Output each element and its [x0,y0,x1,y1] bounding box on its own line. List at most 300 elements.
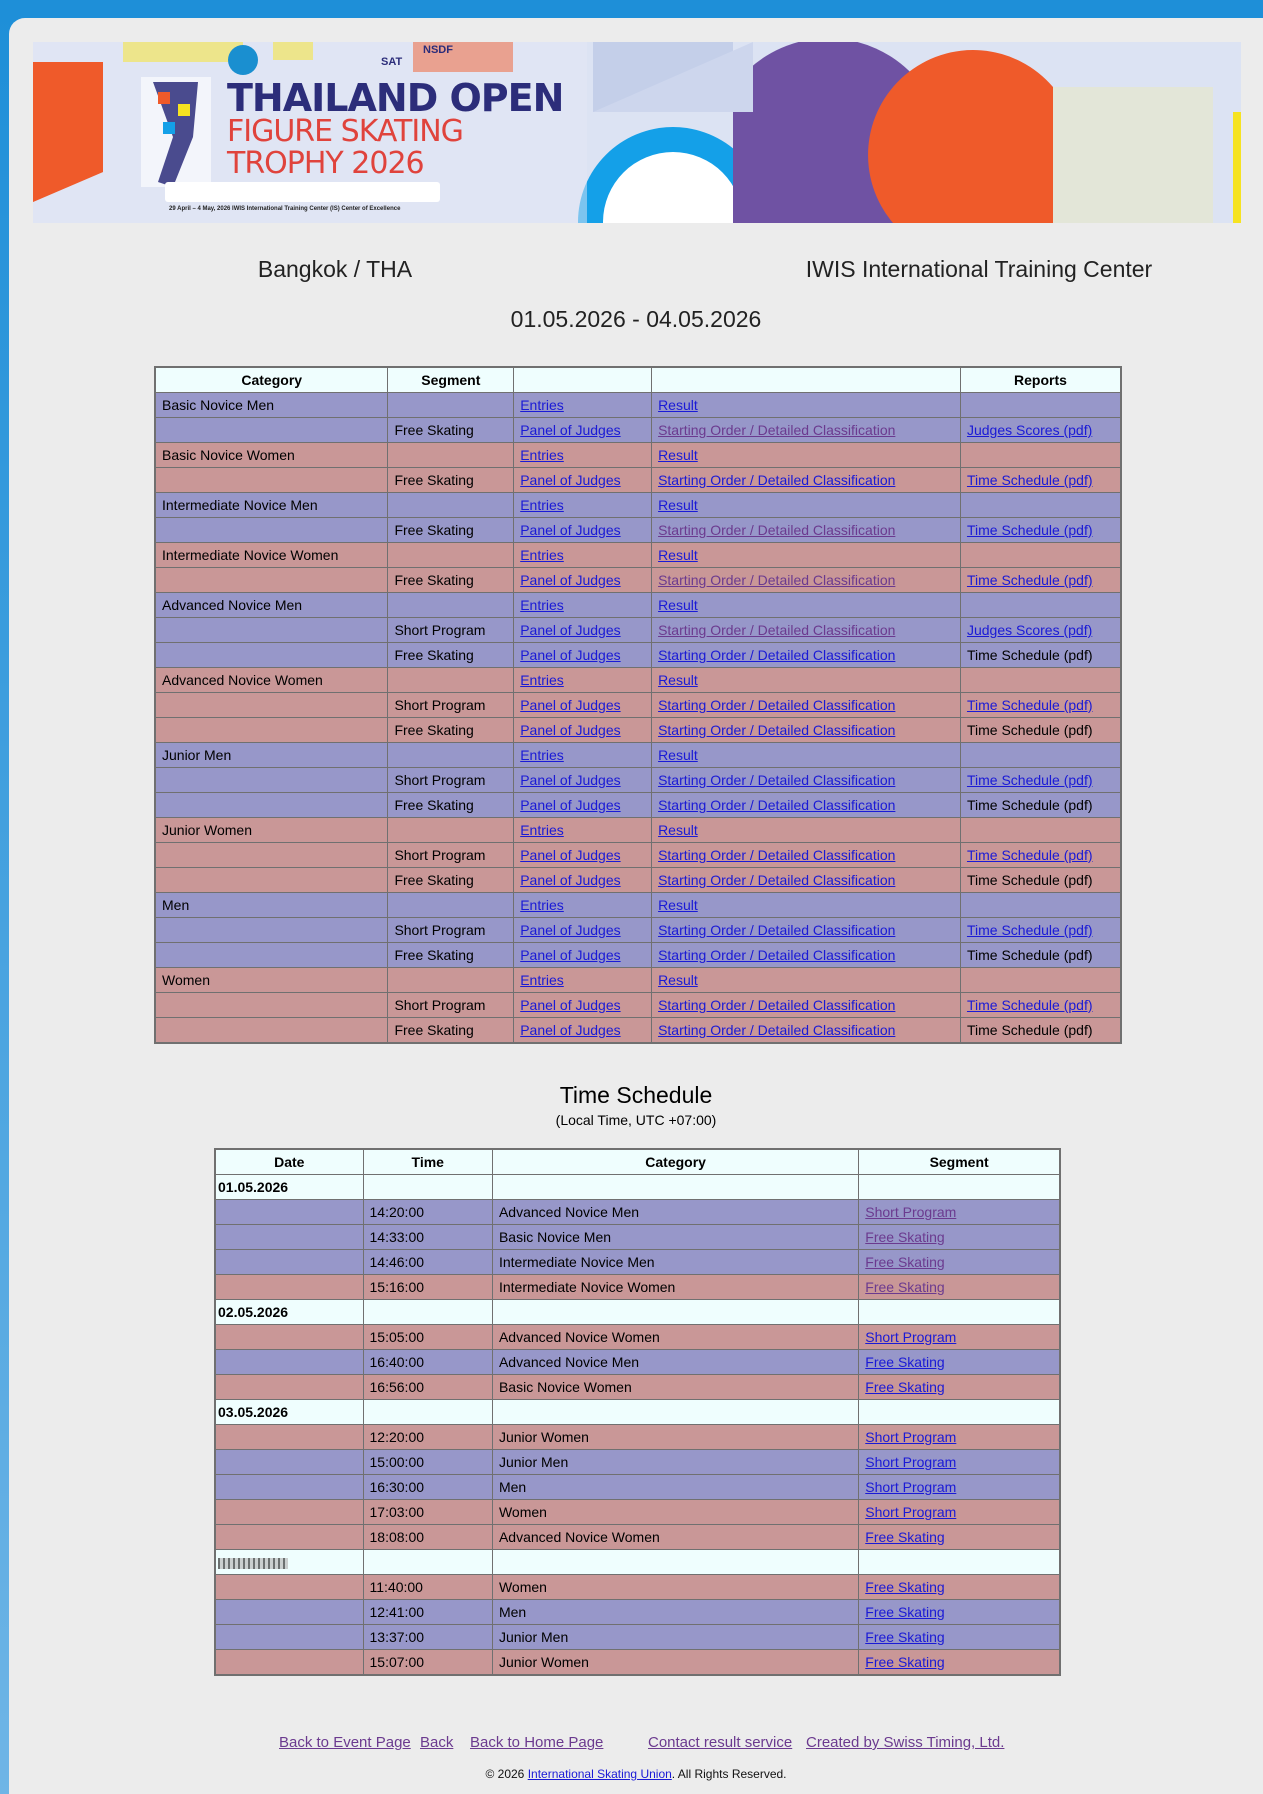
time: 18:08:00 [369,1529,425,1545]
report-cell [960,493,1121,518]
time-schedule-pdf: Time Schedule (pdf) [966,797,1093,813]
result-cell [652,743,961,768]
event-row [155,1018,1121,1044]
category-cell [492,1375,858,1400]
header-category: Category [492,1149,858,1175]
result-link[interactable]: Result [658,897,698,913]
segment-link[interactable]: Short Program [865,1204,957,1220]
time: 15:16:00 [369,1279,425,1295]
category-cell [155,643,388,668]
category-cell [492,1475,858,1500]
time-schedule-pdf-link[interactable]: Time Schedule (pdf) [966,522,1093,538]
starting-order-link[interactable]: Starting Order / Detailed Classification [658,847,896,863]
entries-link[interactable]: Entries [520,897,564,913]
schedule-row [215,1375,1060,1400]
entries-cell [514,668,652,693]
starting-order-link[interactable]: Starting Order / Detailed Classification [658,622,896,638]
entries-link[interactable]: Entries [520,497,564,513]
header-blank-2 [652,367,961,393]
result-cell [652,393,961,418]
category: Men [498,1604,527,1620]
starting-order-cell [652,1018,961,1044]
panel-of-judges-link[interactable]: Panel of Judges [520,997,621,1013]
starting-order-cell [652,693,961,718]
starting-order-link[interactable]: Starting Order / Detailed Classification [658,647,896,663]
empty-cell [215,1225,363,1250]
result-cell [652,893,961,918]
starting-order-link[interactable]: Starting Order / Detailed Classification [658,572,896,588]
panel-of-judges-link[interactable]: Panel of Judges [520,697,621,713]
segment-cell [859,1425,1060,1450]
segment: Short Program [394,997,486,1013]
segment-link[interactable]: Short Program [865,1329,957,1345]
time-schedule-pdf-cell [960,918,1121,943]
time: 11:40:00 [369,1579,423,1595]
time-schedule-pdf-link[interactable]: Time Schedule (pdf) [966,697,1093,713]
time-schedule-pdf: Time Schedule (pdf) [966,947,1093,963]
category-cell [155,693,388,718]
empty-cell [363,1300,492,1325]
panel-of-judges-link[interactable]: Panel of Judges [520,647,621,663]
segment-cell [859,1275,1060,1300]
segment: Short Program [394,922,486,938]
starting-order-cell [652,868,961,893]
category-cell [155,793,388,818]
result-link[interactable]: Result [658,597,698,613]
event-row [155,643,1121,668]
starting-order-cell [652,643,961,668]
starting-order-link[interactable]: Starting Order / Detailed Classification [658,697,896,713]
starting-order-link[interactable]: Starting Order / Detailed Classification [658,422,896,438]
result-cell [652,493,961,518]
category-cell [155,818,388,843]
empty-cell [215,1475,363,1500]
time-schedule-pdf-cell [960,718,1121,743]
entries-link[interactable]: Entries [520,447,564,463]
event-row [155,493,1121,518]
starting-order-link[interactable]: Starting Order / Detailed Classification [658,997,896,1013]
category-cell [155,618,388,643]
time-schedule-pdf: Time Schedule (pdf) [966,1022,1093,1038]
time-schedule-pdf-cell [960,1018,1121,1044]
category-cell [155,543,388,568]
event-row [155,718,1121,743]
panel-of-judges-link[interactable]: Panel of Judges [520,797,621,813]
schedule-date-row [215,1175,1060,1200]
report-cell [960,818,1121,843]
time-schedule-pdf-cell [960,993,1121,1018]
segment-link[interactable]: Short Program [865,1429,957,1445]
empty-cell [215,1650,363,1676]
category: Advanced Novice Men [498,1354,640,1370]
panel-of-judges-cell [514,993,652,1018]
starting-order-cell [652,568,961,593]
result-link[interactable]: Result [658,972,698,988]
segment-cell [388,968,514,993]
segment-cell [388,468,514,493]
back-to-home-link[interactable]: Back to Home Page [470,1734,604,1751]
event-row [155,818,1121,843]
empty-cell [215,1250,363,1275]
event-row [155,893,1121,918]
category-cell [492,1575,858,1600]
time-schedule-pdf-cell [960,868,1121,893]
result-cell [652,968,961,993]
category: Intermediate Novice Men [498,1254,655,1270]
segment-link[interactable]: Free Skating [865,1579,945,1595]
starting-order-link[interactable]: Starting Order / Detailed Classification [658,922,896,938]
header-reports: Reports [960,367,1121,393]
segment-link[interactable]: Short Program [865,1454,957,1470]
event-row [155,543,1121,568]
contact-result-service-link[interactable]: Contact result service [648,1734,793,1751]
panel-of-judges-link[interactable]: Panel of Judges [520,572,621,588]
starting-order-link[interactable]: Starting Order / Detailed Classification [658,472,896,488]
time: 15:00:00 [369,1454,425,1470]
segment-link[interactable]: Free Skating [865,1379,945,1395]
panel-of-judges-cell [514,843,652,868]
segment-link[interactable]: Free Skating [865,1229,945,1245]
time-cell [363,1650,492,1676]
empty-cell [492,1175,858,1200]
category-cell [155,493,388,518]
event-row [155,943,1121,968]
schedule-row [215,1525,1060,1550]
result-link[interactable]: Result [658,822,698,838]
segment-cell [859,1525,1060,1550]
segment-cell [388,418,514,443]
category-cell [155,993,388,1018]
category: Men [162,897,190,913]
segment-link[interactable]: Short Program [865,1479,957,1495]
time-schedule-pdf-cell [960,693,1121,718]
empty-cell [215,1575,363,1600]
empty-cell [363,1175,492,1200]
category-cell [492,1500,858,1525]
time-schedule-pdf-cell [960,643,1121,668]
starting-order-cell [652,843,961,868]
entries-link[interactable]: Entries [520,672,564,688]
time-cell [363,1525,492,1550]
time-cell [363,1500,492,1525]
time-schedule-pdf-link[interactable]: Time Schedule (pdf) [966,772,1093,788]
category-cell [492,1600,858,1625]
category: Women [162,972,210,988]
schedule-date-cell [215,1300,363,1325]
category-cell [492,1250,858,1275]
entries-link[interactable]: Entries [520,747,564,763]
starting-order-cell [652,793,961,818]
schedule-row [215,1225,1060,1250]
starting-order-link[interactable]: Starting Order / Detailed Classification [658,522,896,538]
segment-cell [388,718,514,743]
panel-of-judges-link[interactable]: Panel of Judges [520,922,621,938]
category: Intermediate Novice Women [498,1279,676,1295]
starting-order-cell [652,943,961,968]
banner-dates: 29 April – 4 May, 2026 IWIS International Training Center (IS) Center of Excellence [169,206,401,212]
category: Junior Women [162,822,253,838]
entries-link[interactable]: Entries [520,597,564,613]
entries-cell [514,493,652,518]
time: 14:33:00 [369,1229,425,1245]
segment: Free Skating [394,797,474,813]
result-cell [652,443,961,468]
time-cell [363,1350,492,1375]
segment-cell [859,1500,1060,1525]
panel-of-judges-link[interactable]: Panel of Judges [520,472,621,488]
time: 15:05:00 [369,1329,425,1345]
judges-scores-link[interactable]: Judges Scores (pdf) [966,622,1093,638]
panel-of-judges-cell [514,768,652,793]
schedule-header-row [215,1149,1060,1175]
segment-cell [388,643,514,668]
empty-cell [215,1600,363,1625]
segment-cell [859,1600,1060,1625]
result-cell [652,543,961,568]
panel-of-judges-link[interactable]: Panel of Judges [520,522,621,538]
empty-cell [363,1550,492,1575]
schedule-row [215,1275,1060,1300]
result-link[interactable]: Result [658,747,698,763]
category-cell [492,1625,858,1650]
segment-cell [388,518,514,543]
starting-order-link[interactable]: Starting Order / Detailed Classification [658,797,896,813]
empty-cell [215,1450,363,1475]
time: 12:41:00 [369,1604,425,1620]
empty-cell [215,1375,363,1400]
schedule-row [215,1650,1060,1676]
segment-link[interactable]: Free Skating [865,1604,945,1620]
time-schedule-pdf-link[interactable]: Time Schedule (pdf) [966,997,1093,1013]
time-schedule-pdf-cell [960,793,1121,818]
sponsor-logos [165,182,440,202]
category-cell [155,743,388,768]
entries-link[interactable]: Entries [520,972,564,988]
banner-title-line2: FIGURE SKATING [227,114,463,149]
segment: Short Program [394,772,486,788]
schedule-row [215,1575,1060,1600]
category-cell [155,568,388,593]
time: 16:56:00 [369,1379,425,1395]
event-row [155,993,1121,1018]
time-schedule-pdf-link[interactable]: Time Schedule (pdf) [966,472,1093,488]
starting-order-cell [652,768,961,793]
category-cell [155,918,388,943]
panel-of-judges-link[interactable]: Panel of Judges [520,947,621,963]
copyright-suffix: . All Rights Reserved. [671,1767,787,1781]
segment: Short Program [394,697,486,713]
time-schedule-pdf-cell [960,768,1121,793]
panel-of-judges-link[interactable]: Panel of Judges [520,722,621,738]
result-link[interactable]: Result [658,672,698,688]
panel-of-judges-cell [514,918,652,943]
result-link[interactable]: Result [658,497,698,513]
panel-of-judges-cell [514,418,652,443]
time: 16:30:00 [369,1479,425,1495]
category-cell [155,668,388,693]
result-link[interactable]: Result [658,397,698,413]
category-cell [492,1650,858,1676]
category-cell [492,1325,858,1350]
report-cell [960,968,1121,993]
time-schedule-pdf-link[interactable]: Time Schedule (pdf) [966,922,1093,938]
result-cell [652,668,961,693]
panel-of-judges-cell [514,868,652,893]
segment: Free Skating [394,722,474,738]
top-bar [0,0,1263,10]
schedule-date-row [215,1550,1060,1575]
schedule-row [215,1200,1060,1225]
segment-link[interactable]: Free Skating [865,1654,945,1670]
category-cell [155,468,388,493]
segment-cell [388,843,514,868]
segment-cell [859,1575,1060,1600]
time-schedule-pdf-link[interactable]: Time Schedule (pdf) [966,847,1093,863]
sat-logo: SAT [381,56,403,68]
isu-link[interactable]: International Skating Union [527,1767,672,1781]
panel-of-judges-link[interactable]: Panel of Judges [520,1022,621,1038]
entries-cell [514,893,652,918]
starting-order-link[interactable]: Starting Order / Detailed Classification [658,947,896,963]
segment-cell [388,1018,514,1044]
header-time: Time [363,1149,492,1175]
category: Advanced Novice Men [498,1204,640,1220]
time-schedule-pdf: Time Schedule (pdf) [966,722,1093,738]
result-link[interactable]: Result [658,547,698,563]
segment-link[interactable]: Free Skating [865,1279,945,1295]
report-cell [960,443,1121,468]
empty-cell [363,1400,492,1425]
empty-cell [859,1400,1060,1425]
category-cell [155,968,388,993]
event-row [155,968,1121,993]
panel-of-judges-link[interactable]: Panel of Judges [520,622,621,638]
back-link[interactable]: Back [420,1734,454,1751]
starting-order-link[interactable]: Starting Order / Detailed Classification [658,1022,896,1038]
empty-cell [215,1350,363,1375]
segment-link[interactable]: Free Skating [865,1629,945,1645]
panel-of-judges-link[interactable]: Panel of Judges [520,772,621,788]
category: Basic Novice Men [498,1229,612,1245]
schedule-row [215,1425,1060,1450]
time-cell [363,1475,492,1500]
category-cell [155,943,388,968]
created-by-link[interactable]: Created by Swiss Timing, Ltd. [806,1734,1005,1751]
panel-of-judges-cell [514,568,652,593]
panel-of-judges-cell [514,1018,652,1044]
segment-cell [388,793,514,818]
panel-of-judges-link[interactable]: Panel of Judges [520,847,621,863]
empty-cell [215,1325,363,1350]
segment-cell [859,1475,1060,1500]
starting-order-cell [652,468,961,493]
schedule-row [215,1250,1060,1275]
time-schedule-subtitle: (Local Time, UTC +07:00) [555,1112,717,1128]
entries-cell [514,968,652,993]
panel-of-judges-link[interactable]: Panel of Judges [520,422,621,438]
starting-order-cell [652,518,961,543]
panel-of-judges-cell [514,618,652,643]
entries-link[interactable]: Entries [520,822,564,838]
category-cell [492,1225,858,1250]
time-schedule-table [214,1148,1061,1676]
panel-of-judges-cell [514,793,652,818]
time-schedule-title: Time Schedule [559,1082,713,1108]
event-banner [33,42,1241,223]
category-cell [155,768,388,793]
banner-title-line3: TROPHY 2026 [227,146,424,181]
time-schedule-pdf-link[interactable]: Time Schedule (pdf) [966,572,1093,588]
time-schedule-pdf-cell [960,843,1121,868]
segment-cell [859,1375,1060,1400]
segment-link[interactable]: Free Skating [865,1529,945,1545]
segment-cell [859,1250,1060,1275]
header-category: Category [155,367,388,393]
entries-link[interactable]: Entries [520,547,564,563]
category-cell [492,1450,858,1475]
left-edge-bar [0,10,9,1794]
back-to-event-link[interactable]: Back to Event Page [279,1734,411,1751]
time: 14:20:00 [369,1204,425,1220]
category-cell [492,1200,858,1225]
category-cell [155,418,388,443]
segment-cell [859,1325,1060,1350]
starting-order-cell [652,918,961,943]
nsdf-logo: NSDF [423,44,453,56]
segment-link[interactable]: Free Skating [865,1354,945,1370]
panel-of-judges-link[interactable]: Panel of Judges [520,872,621,888]
result-cell [652,593,961,618]
empty-cell [215,1275,363,1300]
segment-cell [859,1450,1060,1475]
segment-link[interactable]: Short Program [865,1504,957,1520]
starting-order-link[interactable]: Starting Order / Detailed Classification [658,872,896,888]
event-row [155,793,1121,818]
segment-cell [388,568,514,593]
segment: Free Skating [394,947,474,963]
judges-scores-link[interactable]: Judges Scores (pdf) [966,422,1093,438]
time-schedule-pdf: Time Schedule (pdf) [966,872,1093,888]
judges-scores-cell [960,618,1121,643]
panel-of-judges-cell [514,643,652,668]
segment: Free Skating [394,522,474,538]
starting-order-link[interactable]: Starting Order / Detailed Classification [658,772,896,788]
report-cell [960,743,1121,768]
empty-cell [492,1550,858,1575]
category: Basic Novice Men [162,397,275,413]
copyright-prefix: © 2026 [485,1767,528,1781]
segment-cell [388,818,514,843]
category: Intermediate Novice Men [162,497,318,513]
time: 17:03:00 [369,1504,425,1520]
segment-link[interactable]: Free Skating [865,1254,945,1270]
segment: Free Skating [394,572,474,588]
entries-link[interactable]: Entries [520,397,564,413]
report-cell [960,593,1121,618]
time-cell [363,1200,492,1225]
event-row [155,393,1121,418]
starting-order-link[interactable]: Starting Order / Detailed Classification [658,722,896,738]
schedule-date: 01.05.2026 [218,1179,289,1195]
category: Women [498,1504,547,1520]
segment-cell [388,443,514,468]
header-segment: Segment [388,367,514,393]
segment: Free Skating [394,422,474,438]
empty-cell [859,1550,1060,1575]
category: Intermediate Novice Women [162,547,339,563]
segment: Free Skating [394,1022,474,1038]
result-link[interactable]: Result [658,447,698,463]
